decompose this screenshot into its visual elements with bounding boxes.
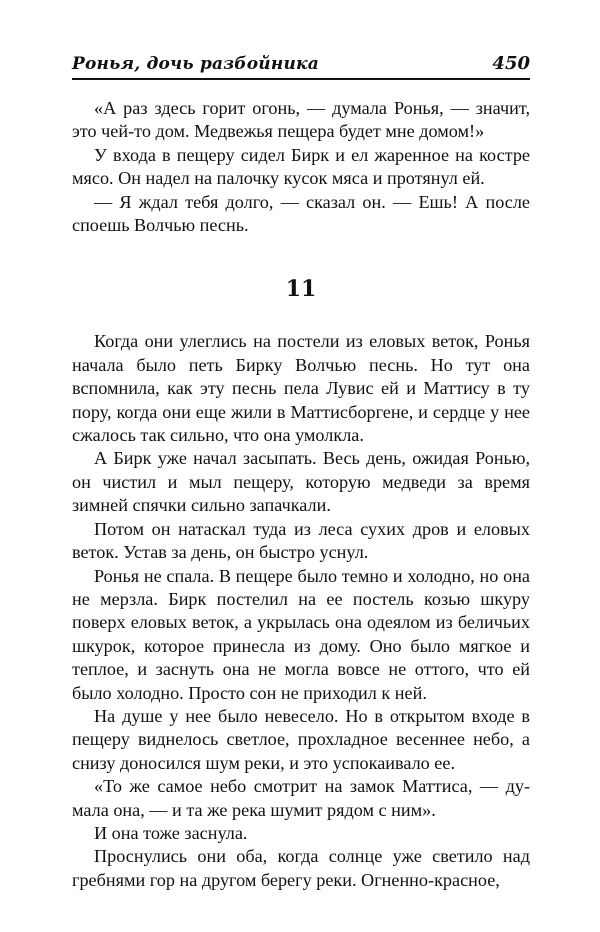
paragraph: Потом он натаскал туда из леса сухих дров и еловых веток. Устав за день, он быстро уснул. <box>72 518 530 563</box>
header-rule <box>72 78 530 80</box>
paragraph: «А раз здесь горит огонь, — думала Ронья, — значит, это чей-то дом. Медвежья пещера будет мне домом!» <box>72 98 530 142</box>
paragraph: Ронья не спала. В пещере было темно и холодно, но она не мерзла. Бирк постелил на ее постель козью шкуру поверх еловых веток, а укрылась она одеялом из беличьих шкурок, которое принесла из дому. Оно было мягкое и теплое, и заснуть она не могла вовсе не оттого, что ей было холодно. Просто сон не приходил к ней. <box>72 565 530 703</box>
paragraph: Когда они улеглись на постели из еловых веток, Ронья начала было петь Бирку Волчью песнь. Но тут она вспомнила, как эту песнь пела Лувис ей и Маттису в ту пору, когда они еще жили в Маттисборгене, и сердце у нее сжалось так сильно, что она умолкла. <box>72 331 530 446</box>
paragraph: Проснулись они оба, когда солнце уже светило над гребнями гор на другом берегу реки. Огненно-красное, <box>72 846 530 890</box>
page-body <box>72 97 530 892</box>
running-title: Ронья, дочь разбойника <box>72 54 319 74</box>
chapter-number: 11 <box>285 276 317 303</box>
page-number: 450 <box>492 53 530 74</box>
paragraph: У входа в пещеру сидел Бирк и ел жаренное на костре мясо. Он надел на палочку кусок мяса и протянул ей. <box>72 144 530 189</box>
paragraph: А Бирк уже начал засыпать. Весь день, ожидая Ронью, он чистил и мыл пещеру, которую медведи за время зимней спячки сильно запачкали. <box>72 448 530 516</box>
paragraph: — Я ждал тебя долго, — сказал он. — Ешь! А после споешь Волчью песнь. <box>72 191 530 236</box>
paragraph: На душе у нее было невесело. Но в открытом входе в пещеру виднелось светлое, прохладное весеннее небо, а снизу доносился шум реки, и это успокаивало ее. <box>72 705 530 773</box>
paragraph: «То же самое небо смотрит на замок Маттиса, — думала она, — и та же река шумит рядом с ним». <box>72 776 530 820</box>
paragraph: И она тоже заснула. <box>94 822 248 843</box>
page-header <box>72 50 530 80</box>
